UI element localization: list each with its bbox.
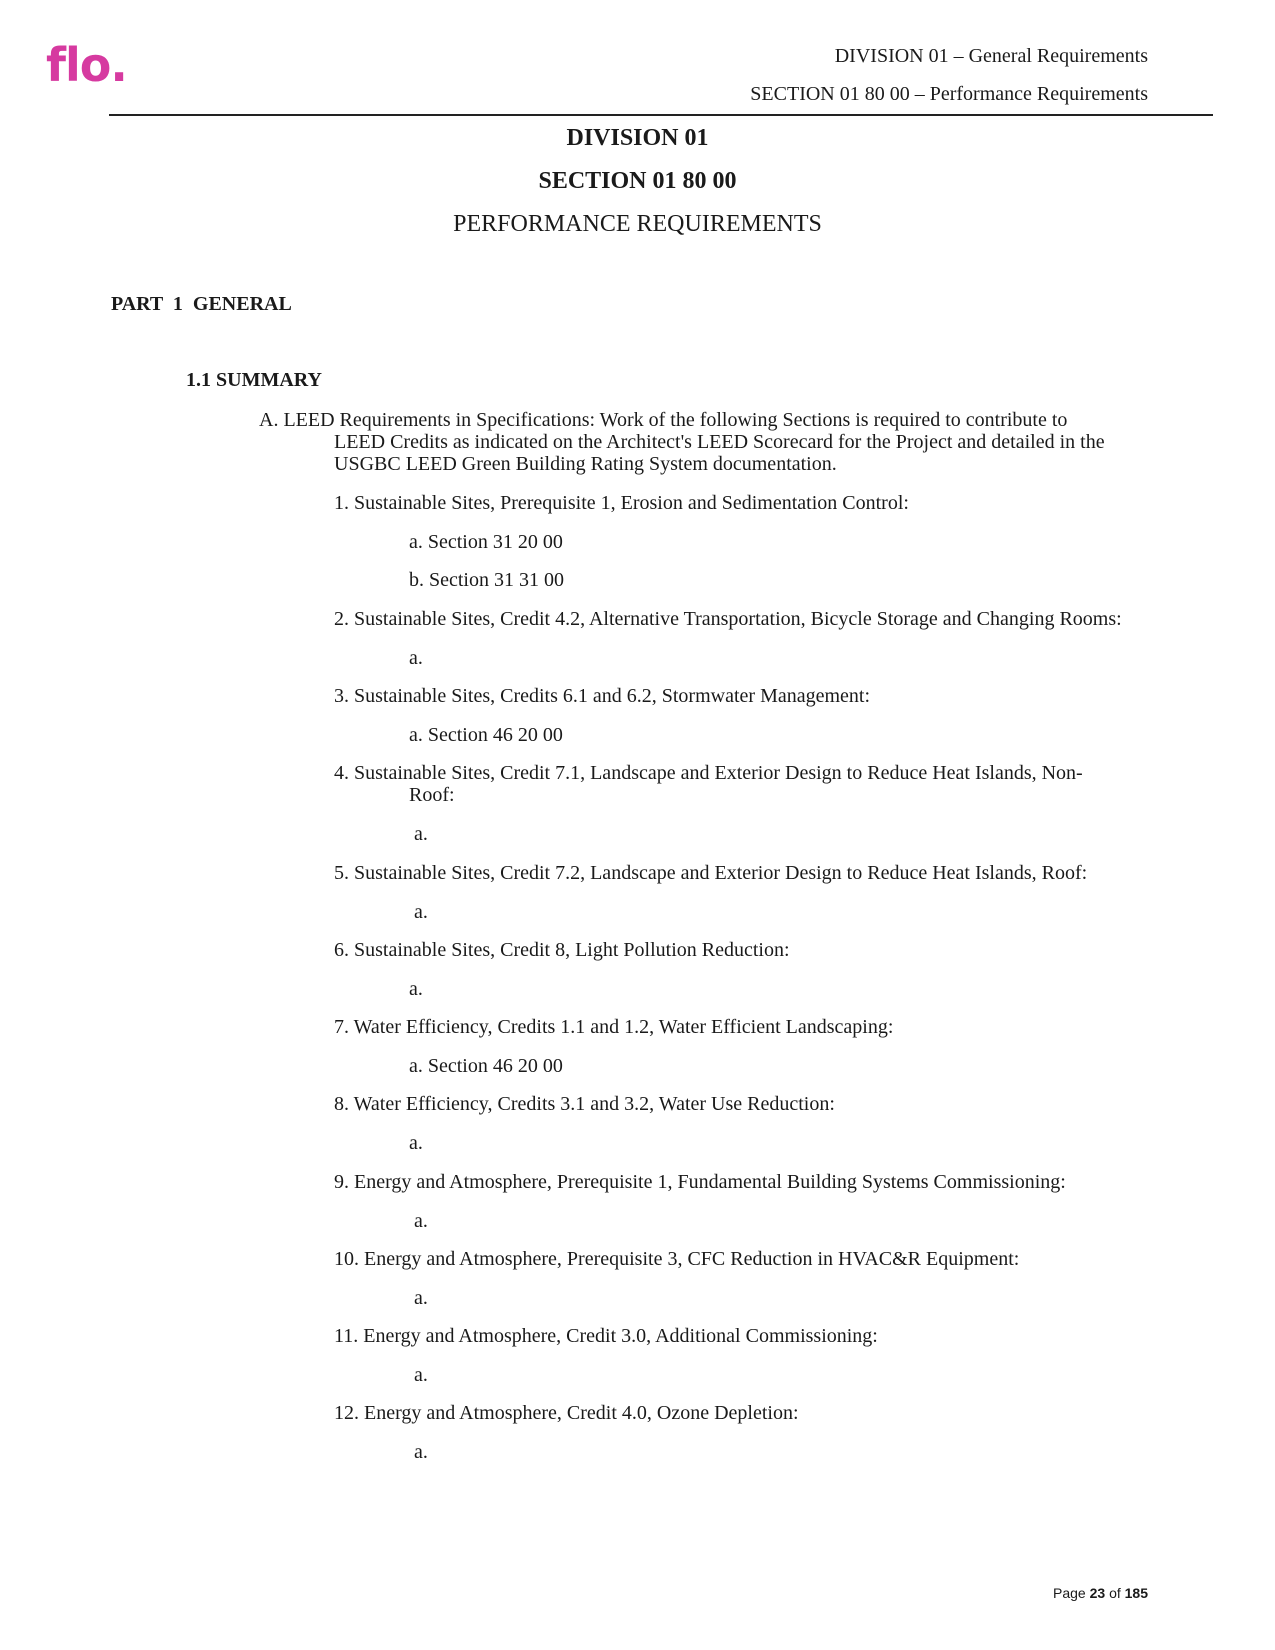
para-a-line2: LEED Credits as indicated on the Architect's LEED Scorecard for the Project and detailed in the <box>334 431 1105 453</box>
sub-item: b. Section 31 31 00 <box>409 569 564 591</box>
page-of: of <box>1109 1585 1121 1601</box>
para-a-line1: A. LEED Requirements in Specifications: Work of the following Sections is required to contribute to <box>259 409 1068 431</box>
sub-item: a. <box>409 1132 423 1154</box>
sub-item: a. <box>414 1287 428 1309</box>
flo-logo: flo. <box>46 38 127 92</box>
sub-item: a. <box>409 647 423 669</box>
header-divider <box>109 114 1213 116</box>
page-current: 23 <box>1089 1585 1106 1601</box>
list-item-10: 10. Energy and Atmosphere, Prerequisite 3, CFC Reduction in HVAC&R Equipment: <box>334 1248 1020 1270</box>
list-item-9: 9. Energy and Atmosphere, Prerequisite 1, Fundamental Building Systems Commissioning: <box>334 1171 1066 1193</box>
list-item-4: 4. Sustainable Sites, Credit 7.1, Landscape and Exterior Design to Reduce Heat Islands, Non- <box>334 762 1083 784</box>
list-item-6: 6. Sustainable Sites, Credit 8, Light Pollution Reduction: <box>334 939 790 961</box>
part-heading: PART 1 GENERAL <box>111 293 292 315</box>
sub-item: a. <box>414 823 428 845</box>
sub-item: a. <box>414 901 428 923</box>
list-item-12: 12. Energy and Atmosphere, Credit 4.0, Ozone Depletion: <box>334 1402 799 1424</box>
sub-item: a. <box>409 978 423 1000</box>
sub-item: a. Section 31 20 00 <box>409 531 563 553</box>
title-section: SECTION 01 80 00 <box>538 168 737 194</box>
title-division: DIVISION 01 <box>566 125 709 151</box>
page-prefix: Page <box>1053 1585 1086 1601</box>
header-section: SECTION 01 80 00 – Performance Requirements <box>750 83 1148 105</box>
list-item-1: 1. Sustainable Sites, Prerequisite 1, Erosion and Sedimentation Control: <box>334 492 909 514</box>
title-name: PERFORMANCE REQUIREMENTS <box>453 211 822 237</box>
summary-heading: 1.1 SUMMARY <box>186 369 322 391</box>
para-a-line3: USGBC LEED Green Building Rating System documentation. <box>334 453 837 475</box>
list-item-5: 5. Sustainable Sites, Credit 7.2, Landscape and Exterior Design to Reduce Heat Islands, Roof: <box>334 862 1088 884</box>
list-item-8: 8. Water Efficiency, Credits 3.1 and 3.2, Water Use Reduction: <box>334 1093 835 1115</box>
page-total: 185 <box>1124 1585 1148 1601</box>
sub-item: a. Section 46 20 00 <box>409 724 563 746</box>
list-item-3: 3. Sustainable Sites, Credits 6.1 and 6.2, Stormwater Management: <box>334 685 871 707</box>
sub-item: a. <box>414 1210 428 1232</box>
list-item-11: 11. Energy and Atmosphere, Credit 3.0, Additional Commissioning: <box>334 1325 878 1347</box>
list-item-7: 7. Water Efficiency, Credits 1.1 and 1.2, Water Efficient Landscaping: <box>334 1016 894 1038</box>
header-division: DIVISION 01 – General Requirements <box>834 45 1148 67</box>
list-item-4-continued: Roof: <box>409 784 455 806</box>
list-item-2: 2. Sustainable Sites, Credit 4.2, Alternative Transportation, Bicycle Storage and Changing Rooms: <box>334 608 1122 630</box>
sub-item: a. Section 46 20 00 <box>409 1055 563 1077</box>
sub-item: a. <box>414 1441 428 1463</box>
sub-item: a. <box>414 1364 428 1386</box>
page-number <box>1053 1584 1148 1602</box>
